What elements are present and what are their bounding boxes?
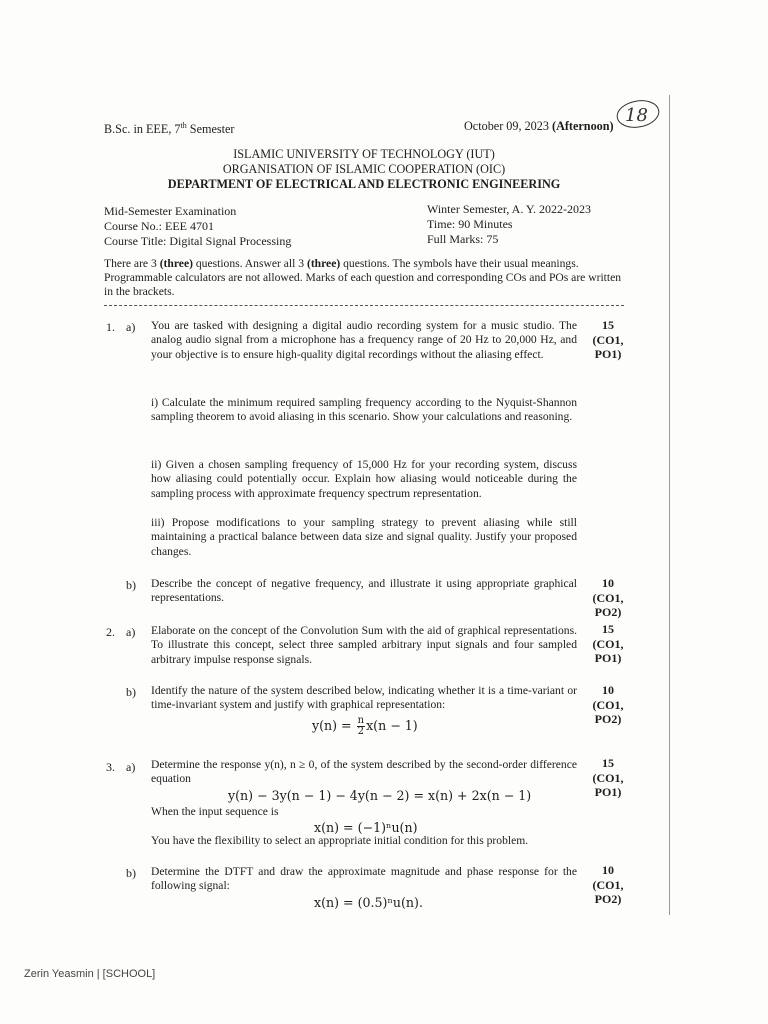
q3a-difference-equation: y(n) − 3y(n − 1) − 4y(n − 2) = x(n) + 2x(n − 1) [228,788,532,803]
university-name: ISLAMIC UNIVERSITY OF TECHNOLOGY (IUT) [233,147,495,161]
q2-number: 2. [106,625,115,639]
score-mark-handwritten [614,98,662,135]
q3a-label: a) [126,760,136,774]
q1a-part-iii: iii) Propose modifications to your sampling strategy to prevent aliasing while still maintaining a practical balance between data size and signal quality. Justify your proposed changes. [151,516,577,558]
q3-number: 3. [106,760,115,774]
q3a-input-text: When the input sequence is [151,805,279,818]
q2a-text: Elaborate on the concept of the Convolution Sum with the aid of graphical representations. To illustrate this concept, select three sampled arbitrary input signals and four sampled arbitrary impulse response signals. [151,624,577,666]
exam-info-right [427,202,591,247]
q2a-label: a) [126,625,136,639]
semester: Winter Semester, A. Y. 2022-2023 [427,202,592,216]
q3b-marks: 10 (CO1, PO2) [592,863,624,906]
organisation-name: ORGANISATION OF ISLAMIC COOPERATION (OIC) [222,162,506,176]
program-label: B.Sc. in EEE, 7th Semester [104,121,235,137]
divider-line [104,305,624,306]
q2b-marks: 10 (CO1, PO2) [592,683,624,726]
q2b-equation: y(n) = $\frac{n}{2}$ x(n − 1) [312,715,418,737]
svg-text:18: 18 [625,105,648,126]
exam-time: Time: 90 Minutes [427,217,513,231]
q1b-text: Describe the concept of negative frequency, and illustrate it using appropriate graphical representations. [151,577,577,605]
q3a-marks: 15 (CO1, PO1) [592,756,624,799]
q1a-marks: 15 (CO1, PO1) [592,318,624,361]
exam-info-left [104,204,291,249]
q2b-label: b) [126,685,136,699]
q3b-equation: x(n) = (0.5)ⁿu(n). [314,895,423,910]
q1a-part-i: i) Calculate the minimum required sampling frequency according to the Nyquist-Shannon sampling theorem to avoid aliasing in this scenario. Show your calculations and reasoning. [151,396,577,424]
course-title: Course Title: Digital Signal Processing [104,234,292,248]
q1-number: 1. [106,320,115,334]
scan-edge-line [669,95,670,915]
document-footer: Zerin Yeasmin | [SCHOOL] [24,968,156,980]
exam-date: October 09, 2023 (Afternoon) [464,119,614,133]
instructions: There are 3 (three) questions. Answer all 3 (three) questions. The symbols have their usual meanings. Programmable calculators are not allowed. Marks of each question and corresponding COs and POs are written in the brackets. [104,257,622,298]
q2a-marks: 15 (CO1, PO1) [592,622,624,665]
q1b-marks: 10 (CO1, PO2) [592,576,624,619]
q3b-label: b) [126,866,136,880]
q1a-text: You are tasked with designing a digital audio recording system for a music studio. The analog audio signal from a microphone has a frequency range of 20 Hz to 20,000 Hz, and your objective is to ensure high-quality digital recordings without the aliasing effect. [151,319,577,361]
q2b-text: Identify the nature of the system described below, indicating whether it is a time-variant or time-invariant system and justify with graphical representation: [151,684,577,712]
q1b-label: b) [126,578,136,592]
q1a-label: a) [126,320,136,334]
q3a-input-equation: x(n) = (−1)ⁿu(n) [314,820,418,835]
q3a-text: Determine the response y(n), n ≥ 0, of the system described by the second-order difference equation [151,758,577,786]
department-name: DEPARTMENT OF ELECTRICAL AND ELECTRONIC ENGINEERING [167,177,561,191]
course-number: Course No.: EEE 4701 [104,219,214,233]
q1a-part-ii: ii) Given a chosen sampling frequency of 15,000 Hz for your recording system, discuss how aliasing could potentially occur. Explain how aliasing would noticeable during the sampling process with approximate frequency spectrum representation. [151,458,577,500]
q3b-text: Determine the DTFT and draw the approximate magnitude and phase response for the following signal: [151,865,577,893]
full-marks: Full Marks: 75 [427,232,499,246]
exam-type: Mid-Semester Examination [104,204,237,218]
q3a-initial-condition-text: You have the flexibility to select an appropriate initial condition for this problem. [151,834,529,847]
